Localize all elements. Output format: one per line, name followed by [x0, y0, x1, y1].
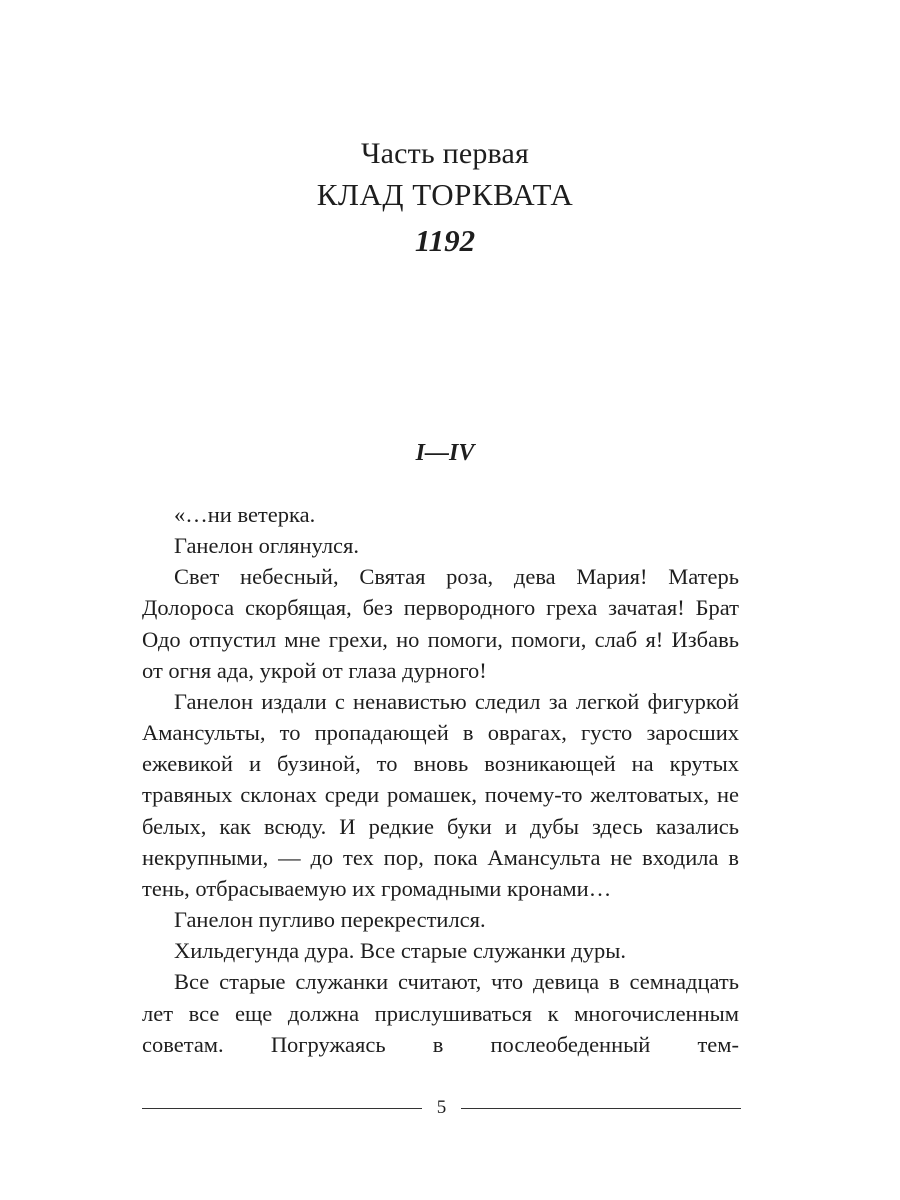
page-footer — [142, 1096, 741, 1120]
chapter-title: I—IV — [415, 440, 475, 466]
page-number: 5 — [436, 1097, 447, 1118]
body-text — [142, 499, 739, 1060]
paragraph: Свет небесный, Святая роза, дева Мария! Матерь Долороса скорбящая, без первородного греха зачатая! Брат Одо отпустил мне грехи, но помоги, помоги, слаб я! Избавь от огня ада, укрой от глаза дурного! — [142, 564, 739, 683]
part-title: КЛАД ТОРКВАТА — [316, 177, 574, 212]
paragraph: Ганелон пугливо перекрестился. — [174, 907, 486, 933]
paragraph: Хильдегунда дура. Все старые служанки дуры. — [174, 938, 626, 964]
part-label: Часть первая — [360, 137, 530, 170]
footer-rule-left — [142, 1108, 422, 1109]
paragraph: Все старые служанки считают, что девица в семнадцать лет все еще должна прислушиваться к многочисленным советам. Погружаясь в послеобеденный тем- — [142, 969, 739, 1057]
paragraph: «…ни ветерка. — [174, 502, 316, 527]
paragraph: Ганелон издали с ненавистью следил за легкой фигуркой Амансульты, то пропадающей в оврагах, густо заросших ежевикой и бузиной, то вновь возникающей на крутых травяных склонах среди ромашек, почему-то желтоватых, не белых, как всюду. И редкие буки и дубы здесь казались некрупными, — до тех пор, пока Амансульта не входила в тень, отбрасываемую их громадными кронами… — [142, 688, 739, 901]
part-year: 1192 — [414, 223, 476, 258]
footer-rule-right — [461, 1108, 741, 1109]
paragraph: Ганелон оглянулся. — [174, 533, 360, 559]
